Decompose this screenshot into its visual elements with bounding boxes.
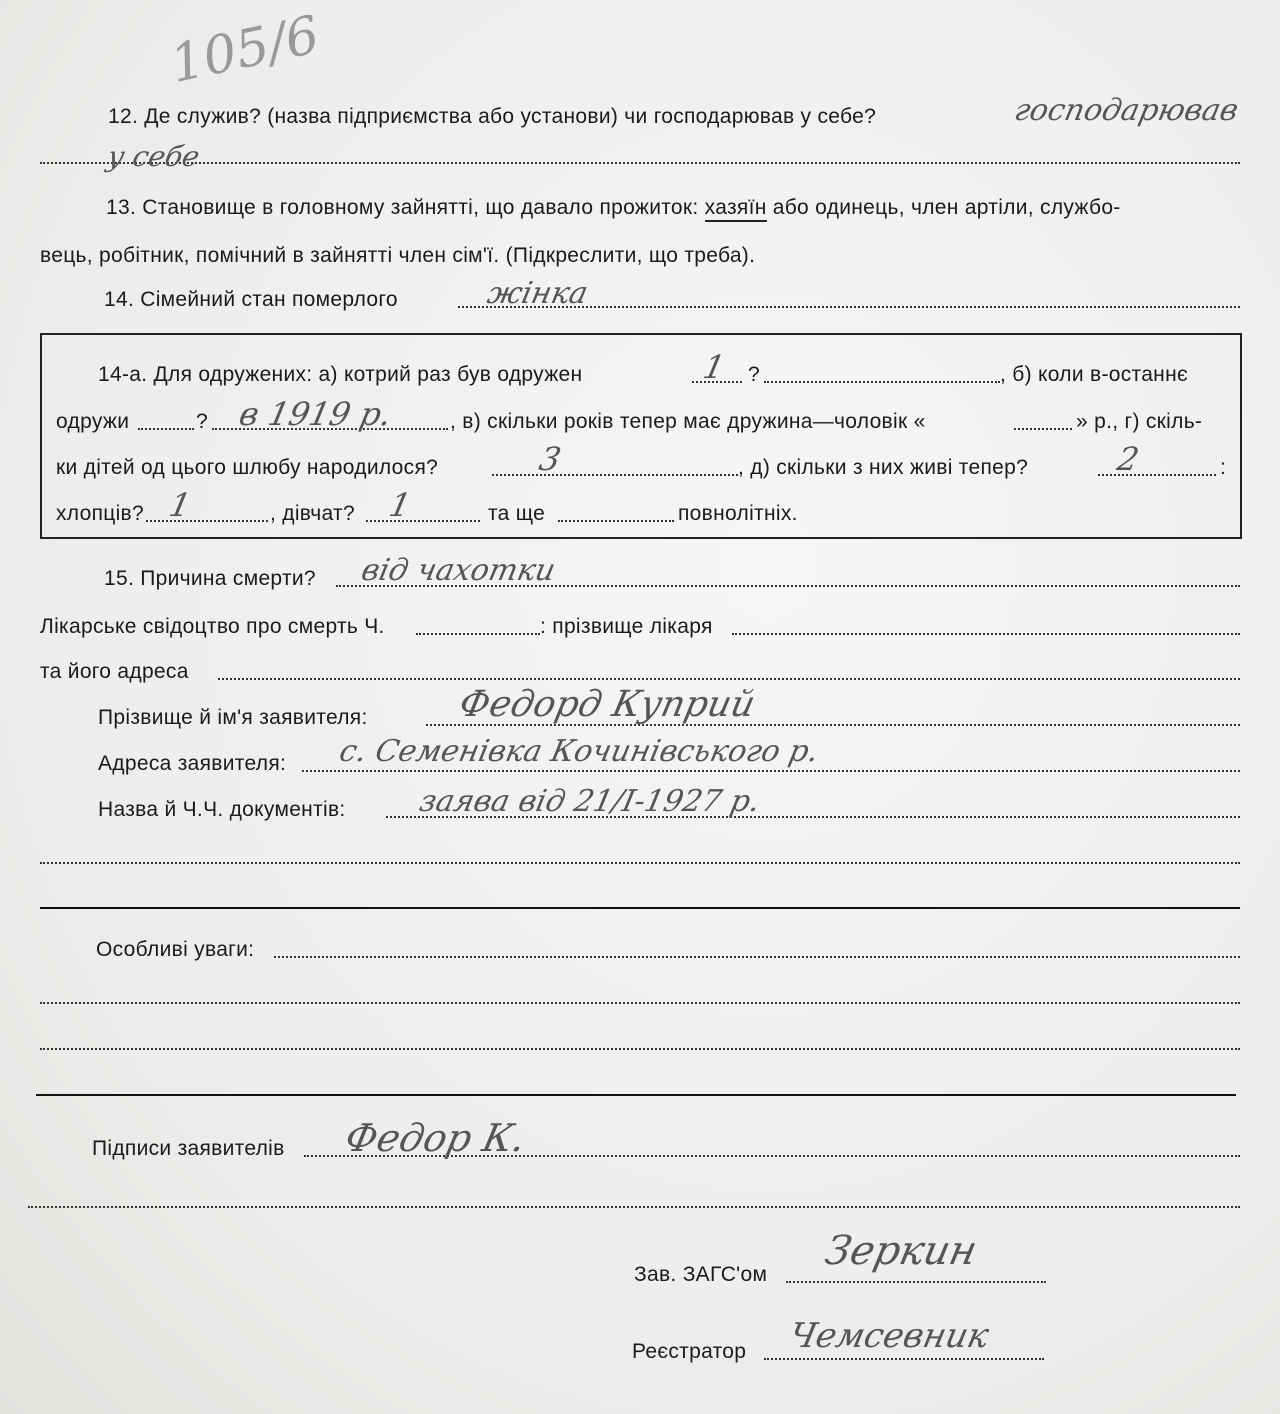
q15-answer: від чахотки bbox=[358, 553, 559, 588]
medical-doctor-dots bbox=[732, 633, 1240, 635]
q14a-answer-alive: 2 bbox=[1113, 440, 1143, 478]
section-rule-2 bbox=[36, 1094, 1236, 1096]
q14a-answer-times: 1 bbox=[699, 348, 729, 386]
q12-answer-2: у себе bbox=[104, 140, 203, 173]
q12-label: 12. Де служив? (назва підприємства або установи) чи господарював у себе? bbox=[108, 105, 877, 128]
applicant-address-value: с. Семенівка Кочинівського р. bbox=[336, 734, 822, 769]
applicants-signature-label: Підписи заявителів bbox=[92, 1137, 285, 1160]
q13-text-b: або одинець, член артіли, службо- bbox=[772, 196, 1121, 219]
q14a-answer-girls: 1 bbox=[385, 486, 415, 524]
registrar-label: Реєстратор bbox=[632, 1340, 747, 1363]
remarks-dots-1 bbox=[274, 956, 1240, 958]
q14a-dots-2a bbox=[138, 428, 194, 430]
medical-doctor-label: : прізвище лікаря bbox=[540, 615, 713, 638]
q14a-dots-4c bbox=[558, 520, 674, 522]
applicant-docs-value: заява від 21/I-1927 р. bbox=[416, 784, 764, 819]
signature-extra-dots bbox=[28, 1206, 1240, 1208]
q14a-line4-d: повнолітніх. bbox=[678, 502, 798, 525]
q14a-line3-a: ки дітей од цього шлюбу народилося? bbox=[56, 456, 439, 479]
remarks-dots-3 bbox=[40, 1048, 1240, 1050]
medical-certificate-dots bbox=[416, 633, 540, 635]
q14a-dots-2c bbox=[1014, 428, 1072, 430]
medical-address-label: та його адреса bbox=[40, 660, 189, 683]
q14a-line3-b: , д) скільки з них живі тепер? bbox=[738, 456, 1029, 479]
q14a-line1-label: 14-а. Для одружених: а) котрий раз був одружен bbox=[98, 363, 583, 386]
q13-text-a: 13. Становище в головному зайнятті, що давало прожиток: bbox=[106, 196, 699, 219]
q14a-line2-a: одружи bbox=[56, 410, 130, 433]
q13-selected-option: хазяїн bbox=[705, 196, 767, 222]
q14a-line3-c: : bbox=[1220, 456, 1227, 479]
q14a-answer-born: 3 bbox=[535, 440, 565, 478]
q14a-line4-b: , дівчат? bbox=[270, 502, 355, 525]
q14a-answer-boys: 1 bbox=[165, 486, 195, 524]
q13-label-c: вець, робітник, помічний в зайнятті член сім'ї. (Підкреслити, що треба). bbox=[40, 244, 756, 267]
remarks-label: Особливі уваги: bbox=[96, 938, 255, 961]
applicant-address-dots bbox=[302, 770, 1240, 772]
registrar-signature: Чемсевник bbox=[785, 1316, 993, 1356]
section-rule-1 bbox=[40, 907, 1240, 909]
head-zags-label: Зав. ЗАГС'ом bbox=[634, 1263, 768, 1286]
q12-answer-1: господарював bbox=[1011, 93, 1242, 128]
q14a-line2-c: » р., г) скіль- bbox=[1076, 410, 1203, 433]
q14a-line2-b: , в) скільки років тепер має дружина—чоловік « bbox=[450, 410, 926, 433]
q14a-line4-a: хлопців? bbox=[56, 502, 144, 525]
applicant-docs-label: Назва й Ч.Ч. документів: bbox=[98, 798, 346, 821]
q14a-dots-4a bbox=[146, 520, 268, 522]
q14a-line4-c: та ще bbox=[488, 502, 546, 525]
head-zags-signature: Зеркин bbox=[821, 1228, 982, 1274]
docs-extra-dots bbox=[40, 862, 1240, 864]
q14a-answer-when: в 1919 р. bbox=[235, 395, 396, 433]
archive-number: 105/6 bbox=[165, 5, 325, 95]
medical-certificate-label: Лікарське свідоцтво про смерть Ч. bbox=[40, 615, 385, 638]
applicant-address-label: Адреса заявителя: bbox=[98, 752, 287, 775]
q15-label: 15. Причина смерти? bbox=[104, 567, 316, 590]
q14-label: 14. Сімейний стан померлого bbox=[104, 288, 398, 311]
q12-dotted-line bbox=[40, 162, 1240, 164]
applicants-signature-value: Федор К. bbox=[341, 1116, 530, 1160]
q14a-line1-q: ? bbox=[748, 363, 760, 386]
head-zags-dots bbox=[786, 1281, 1046, 1283]
q14a-line1-b: , б) коли в-останнє bbox=[1000, 363, 1188, 386]
remarks-dots-2 bbox=[40, 1002, 1240, 1004]
q14a-dots-4b bbox=[366, 520, 480, 522]
registrar-dots bbox=[764, 1358, 1044, 1360]
q14a-line2-q: ? bbox=[196, 410, 208, 433]
q13-label-a bbox=[106, 196, 1121, 220]
applicant-name-label: Прізвище й ім'я заявителя: bbox=[98, 706, 368, 729]
q14-answer: жінка bbox=[484, 276, 591, 311]
q14a-dots-3a bbox=[492, 474, 738, 476]
q14a-dots-1 bbox=[764, 381, 1000, 383]
medical-address-dots bbox=[218, 678, 1240, 680]
applicant-name-value: Федорд Куприй bbox=[455, 684, 759, 725]
